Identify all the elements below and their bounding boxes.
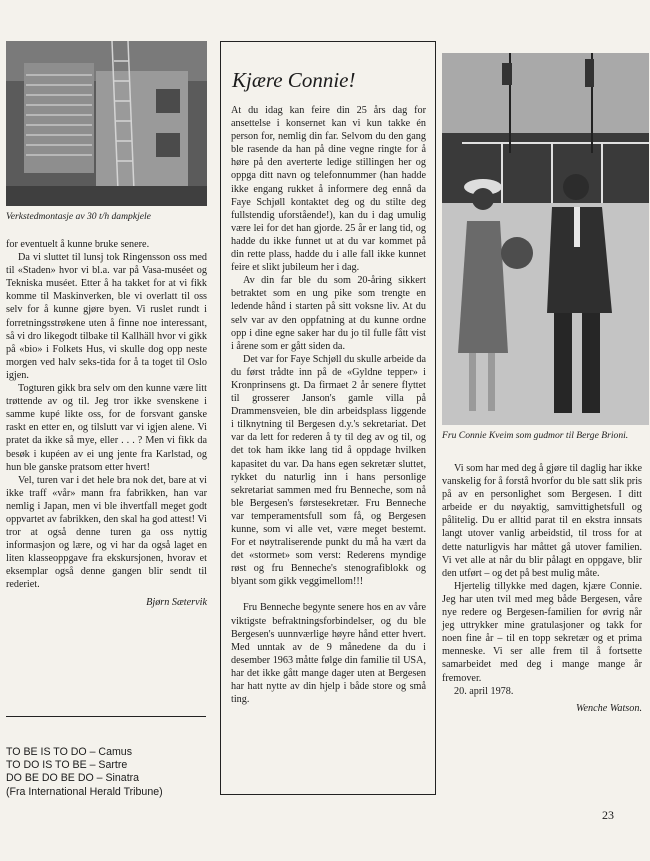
letter-body <box>231 104 426 706</box>
godmother-photo <box>442 53 649 425</box>
paragraph: Hjertelig tillykke med dagen, kjære Connie. Jeg har uten tvil med meg både Bergesen, våre nye redere og Bergesen-familien for øvrig når jeg uttrykker mine gratulasjoner og takk for noen fine år – til en topp sekretær og et prima menneske. Vi ser alle frem til å fortsette samarbeidet med deg i mange mange år fremover. <box>442 580 642 684</box>
letter-signature: Wenche Watson. <box>575 702 642 714</box>
paragraph: Fru Benneche begynte senere hos en av våre viktigste befraktningsforbindelser, og du ble Bergesen's uunnværlige høyre hånd etter hvert. Med unntak av de 9 månedene da du i desember 1963 måtte følge din familie til USA, har det ikke gått mange dager uten at Bergesen har hatt nytte av din hjelp i både store og små ting. <box>231 602 426 706</box>
article-excursion <box>6 238 207 609</box>
paragraph: Det var for Faye Schjøll du skulle arbeide da du først trådte inn på de «Gyldne tepper» i Kronprinsens gt. Da firmaet 2 år senere flyttet til grosserer Janson's gamle villa på Drammensveien, ble din arbeidsplass liggende i tilknytning til Bergesen d.y.'s sekretariat. Det var da lett for rederen å ty til deg av og til, og det tok ham ikke lang tid å oppdage hvilken kapasitet du var. Da hans egen sekretær sluttet, rykket du naturlig inn i hans personlige sekretariat sammen med fru Benneche, som nå ble Bergesen's førstesekretær. Fru Benneche var temperamentsfull som få, og Bergesen kunne, som vi alle vet, være meget bestemt. For et nøytraliserende punkt du må ha vært da det «stormet» som verst: Rederens myndige røst og fru Benneche's stenografiblokk og blyant som gikk veggimellom!!! <box>231 353 426 588</box>
paragraph: At du idag kan feire din 25 års dag for ansettelse i konsernet kan vi kun takke én person for, nemlig din far. Selvom du den gang ble rasende da han på dine vegne ringte for å høre på den averterte ledige stillingen her og oppga ditt navn og telefonnummer (han hadde ikke engang rukket å informere deg ennå da Faye Schjøll kontaktet deg og du stilte deg fullstendig uforstående!), kan du i dag umulig være lei for det han gjorde. 25 år er lang tid, og hadde du ikke funnet ut at du var kommet på din rette plass, hadde du i alle fall ikke kunnet feire et slikt jubileum her i dag. <box>231 105 426 274</box>
boiler-assembly-photo <box>6 41 207 206</box>
photo-caption-boiler: Verkstedmontasje av 30 t/h dampkjele <box>6 211 151 222</box>
letter-title: Kjære Connie! <box>232 68 356 92</box>
quote-block <box>6 746 216 799</box>
quote-line: TO DO IS TO BE – Sartre <box>6 759 128 772</box>
author-signature: Bjørn Sætervik <box>146 596 207 608</box>
quote-line: DO BE DO BE DO – Sinatra <box>6 772 140 785</box>
paragraph: Vel, turen var i det hele bra nok det, bare at vi ikke traff «vår» mann fra fabrikken, han var nemlig i Japan, men vi ble ihvertfall meget godt oppvartet av fabrikken, den skal ha god attest! Vi tror at også denne turen ga oss nyttig informasjon og lære, og vi har da også laget en liten klasseoppgave fra ekskursjonen, hvorav et eksemplar også denne gangen blir sendt til rederiet. <box>6 474 207 591</box>
letter-body-continued <box>442 462 642 715</box>
letter-date: 20. april 1978. <box>454 685 514 697</box>
quote-source: (Fra International Herald Tribune) <box>6 785 163 798</box>
page-number: 23 <box>602 808 614 822</box>
paragraph: Vi som har med deg å gjøre til daglig har ikke vanskelig for å forstå hvorfor du ble satt slik pris på av en personlighet som Bergesen. I ditt arbeide er du nøyaktig, samvittighetsfull og pålitelig. Du er alltid parat til en ekstra innsats langt utover vanlig arbeidstid, til tross for at dette naturligvis har måttet gå utover familien. Vi vet alle at når du blir pålagt en oppgave, blir den utført – og det på best mulig måte. <box>442 463 642 579</box>
photo-caption-godmother: Fru Connie Kveim som gudmor til Berge Brioni. <box>442 430 629 441</box>
paragraph: Av din far ble du som 20-åring sikkert betraktet som en ung pike som trengte en ledende hånd i starten på sitt voksne liv. At du selv var av den oppfatning at du kunne ordne opp i dine egne saker har du jo til fulle fått vist i årene som er gått siden da. <box>231 275 426 352</box>
quote-line: TO BE IS TO DO – Camus <box>6 746 132 758</box>
divider <box>6 716 206 717</box>
paragraph: Togturen gikk bra selv om den kunne være litt trøttende av og til. Jeg tror ikke svenskene i samme kupé likte oss, for de forsvant ganske raskt en etter en, og tilslutt var vi igjen alene. Vi pratet da ikke så mye, eller . . . ? Men vi fikk da besøk i kupéen av ei ung jente fra Karlstad, og hun ble ganske pratsom etter hvert! <box>6 383 207 473</box>
paragraph: for eventuelt å kunne bruke senere. <box>6 239 150 250</box>
paragraph: Da vi sluttet til lunsj tok Ringensson oss med til «Staden» hvor vi bl.a. var på Vasa-muséet og Tekniska muséet. Etter å ha takket for at vi fikk komme til Maskinverken, ble vi overlatt til oss selv for å kunne gjøre byen. Vi ruslet rundt i forretningsstrøkene uten å finne noe interessant, så vi dro likegodt tilbake til Kallhäll hvor vi gikk på «bio» i Folkets Hus, vi skulle dog opp neste morgen ved halv seks-tida for å ta toget til Oslo igjen. <box>6 252 207 381</box>
